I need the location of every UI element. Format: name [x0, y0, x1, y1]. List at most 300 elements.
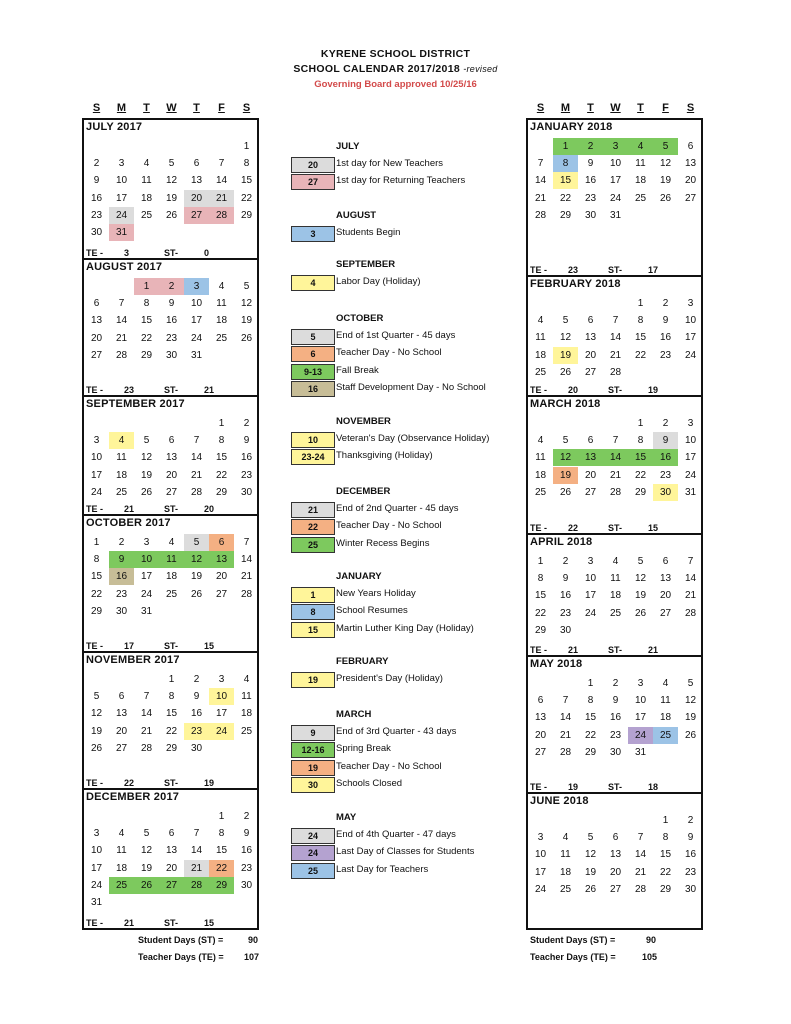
- day-cell: 28: [190, 486, 203, 498]
- weekday-label: S: [242, 102, 251, 114]
- day-cell: 22: [240, 192, 253, 204]
- day-cell: 27: [215, 588, 228, 600]
- weekday-label: S: [686, 102, 695, 114]
- legend-date-box: 9: [291, 725, 335, 741]
- day-cell: 3: [93, 828, 100, 840]
- day-cell: 16: [653, 449, 678, 466]
- day-cell: 19: [684, 712, 697, 724]
- day-cell: 14: [215, 175, 228, 187]
- te-value: 21: [124, 918, 135, 928]
- day-cell: 6: [587, 435, 594, 447]
- day-cell: 7: [118, 298, 125, 310]
- day-cell: 23: [240, 862, 253, 874]
- day-cell: 16: [109, 568, 134, 585]
- te-label: TE -: [530, 385, 547, 395]
- day-cell: 20: [534, 729, 547, 741]
- st-value: 20: [204, 504, 215, 514]
- day-cell: 6: [193, 158, 200, 170]
- legend-description: Teacher Day - No School: [336, 520, 442, 532]
- te-label: TE -: [530, 645, 547, 655]
- month-block: [84, 651, 257, 788]
- day-cell: 22: [534, 607, 547, 619]
- day-cell: 6: [662, 556, 669, 567]
- day-cell: 6: [209, 534, 234, 551]
- day-cell: 21: [634, 866, 647, 878]
- day-cell: 28: [634, 883, 647, 895]
- day-cell: 19: [190, 571, 203, 583]
- te-label: TE -: [86, 778, 103, 788]
- legend-description: Veteran's Day (Observance Holiday): [336, 433, 490, 444]
- day-cell: 29: [209, 877, 234, 894]
- day-cell: 4: [628, 138, 653, 155]
- day-cell: 15: [584, 712, 597, 724]
- day-cell: 14: [140, 708, 153, 720]
- day-cell: 2: [243, 418, 250, 429]
- day-cell: 3: [93, 435, 100, 447]
- legend-month-title: FEBRUARY: [336, 656, 389, 667]
- day-cell: 30: [653, 484, 678, 501]
- day-cell: 7: [218, 158, 225, 170]
- day-cell: 11: [216, 298, 227, 310]
- legend-description: Last Day for Teachers: [336, 863, 429, 875]
- day-cell: 2: [118, 537, 125, 548]
- day-cell: 14: [190, 845, 203, 857]
- day-cell: 11: [535, 452, 546, 464]
- day-cell: 25: [215, 332, 228, 344]
- legend-description: New Years Holiday: [336, 588, 416, 599]
- day-cell: 15: [90, 571, 103, 583]
- day-cell: 13: [115, 708, 128, 720]
- day-cell: 9: [243, 435, 250, 447]
- legend-description: School Resumes: [336, 605, 408, 617]
- te-value: 22: [124, 778, 135, 788]
- day-cell: 29: [559, 209, 572, 221]
- day-cell: 5: [143, 828, 150, 840]
- day-cell: 24: [628, 727, 653, 744]
- day-cell: 11: [610, 573, 621, 585]
- day-cell: 9: [562, 573, 569, 585]
- day-cell: 9: [168, 298, 175, 310]
- te-value: 19: [568, 782, 579, 792]
- legend-description: Last Day of Classes for Students: [336, 846, 475, 858]
- st-label: ST-: [164, 385, 179, 395]
- day-cell: 2: [612, 678, 619, 689]
- day-cell: 8: [662, 832, 669, 844]
- day-cell: 23: [165, 332, 178, 344]
- weekday-label: T: [587, 102, 594, 114]
- day-cell: 14: [240, 554, 253, 566]
- day-cell: 2: [687, 815, 694, 826]
- legend-date-box: 5: [291, 329, 335, 345]
- day-cell: 2: [662, 298, 669, 309]
- day-cell: 24: [90, 486, 103, 498]
- day-cell: 20: [165, 469, 178, 481]
- day-cell: 9: [612, 695, 619, 707]
- st-value: 17: [648, 265, 659, 275]
- month-block: [84, 395, 257, 514]
- day-cell: 19: [240, 315, 253, 327]
- day-cell: 18: [534, 349, 547, 361]
- day-cell: 17: [609, 175, 622, 187]
- legend-description: End of 1st Quarter - 45 days: [336, 330, 456, 341]
- day-cell: 4: [562, 832, 569, 844]
- weekday-label: S: [536, 102, 545, 114]
- day-cell: 22: [634, 349, 647, 361]
- day-cell: 17: [90, 862, 103, 874]
- day-cell: 5: [653, 138, 678, 155]
- day-cell: 16: [559, 590, 572, 602]
- legend-description: End of 2nd Quarter - 45 days: [336, 503, 459, 514]
- legend-month-title: AUGUST: [336, 210, 377, 221]
- day-cell: 3: [218, 674, 225, 685]
- day-cell: 28: [184, 877, 209, 894]
- day-cell: 16: [584, 175, 597, 187]
- month-title: NOVEMBER 2017: [86, 654, 180, 666]
- day-cell: 9: [193, 691, 200, 703]
- st-label: ST-: [608, 782, 623, 792]
- day-cell: 18: [534, 469, 547, 481]
- teacher-days-label: Teacher Days (TE) =: [138, 952, 224, 962]
- day-cell: 12: [184, 551, 209, 568]
- day-cell: 25: [109, 877, 134, 894]
- day-cell: 5: [143, 435, 150, 447]
- day-cell: 28: [115, 349, 128, 361]
- day-cell: 26: [165, 209, 178, 221]
- day-cell: 10: [190, 298, 203, 310]
- day-cell: 17: [534, 866, 547, 878]
- st-label: ST-: [164, 778, 179, 788]
- legend-date-box: 24: [291, 828, 335, 844]
- legend-date-box: 30: [291, 777, 335, 793]
- day-cell: 20: [184, 190, 209, 207]
- month-block: [528, 395, 701, 533]
- day-cell: 8: [218, 435, 225, 447]
- day-cell: 11: [116, 452, 127, 464]
- day-cell: 6: [687, 141, 694, 152]
- day-cell: 10: [115, 175, 128, 187]
- day-cell: 1: [553, 138, 578, 155]
- day-cell: 30: [115, 605, 128, 617]
- day-cell: 6: [537, 695, 544, 707]
- day-cell: 12: [584, 849, 597, 861]
- day-cell: 21: [609, 469, 622, 481]
- day-cell: 28: [140, 742, 153, 754]
- day-cell: 17: [584, 590, 597, 602]
- day-cell: 15: [240, 175, 253, 187]
- day-cell: 14: [115, 315, 128, 327]
- te-label: TE -: [86, 385, 103, 395]
- day-cell: 8: [537, 573, 544, 585]
- te-value: 22: [568, 523, 579, 533]
- day-cell: 9: [653, 432, 678, 449]
- day-cell: 1: [637, 298, 644, 309]
- day-cell: 22: [140, 332, 153, 344]
- day-cell: 2: [243, 811, 250, 822]
- month-block: [84, 788, 257, 928]
- day-cell: 29: [165, 742, 178, 754]
- month-title: APRIL 2018: [530, 536, 593, 548]
- day-cell: 23: [584, 192, 597, 204]
- day-cell: 18: [659, 712, 672, 724]
- day-cell: 23: [609, 729, 622, 741]
- legend-month-title: OCTOBER: [336, 313, 384, 324]
- st-label: ST-: [608, 523, 623, 533]
- day-cell: 29: [634, 486, 647, 498]
- legend-date-box: 27: [291, 174, 335, 190]
- legend-date-box: 19: [291, 760, 335, 776]
- legend-date-box: 19: [291, 672, 335, 688]
- st-value: 18: [648, 782, 659, 792]
- day-cell: 31: [140, 605, 153, 617]
- day-cell: 10: [584, 573, 597, 585]
- day-cell: 2: [578, 138, 603, 155]
- month-title: AUGUST 2017: [86, 261, 163, 273]
- legend-date-box: 20: [291, 157, 335, 173]
- day-cell: 8: [143, 298, 150, 310]
- day-cell: 15: [553, 172, 578, 189]
- legend-date-box: 4: [291, 275, 335, 291]
- day-cell: 8: [587, 695, 594, 707]
- day-cell: 13: [578, 449, 603, 466]
- day-cell: 26: [90, 742, 103, 754]
- day-cell: 21: [559, 729, 572, 741]
- te-value: 20: [568, 385, 579, 395]
- day-cell: 10: [634, 695, 647, 707]
- day-cell: 12: [659, 158, 672, 170]
- day-cell: 22: [584, 729, 597, 741]
- day-cell: 20: [90, 332, 103, 344]
- day-cell: 12: [165, 175, 178, 187]
- day-cell: 7: [562, 695, 569, 707]
- day-cell: 6: [612, 832, 619, 844]
- day-cell: 24: [109, 207, 134, 224]
- day-cell: 13: [209, 551, 234, 568]
- day-cell: 27: [609, 883, 622, 895]
- day-cell: 9: [243, 828, 250, 840]
- day-cell: 22: [634, 469, 647, 481]
- day-cell: 9: [93, 175, 100, 187]
- te-label: TE -: [86, 918, 103, 928]
- day-cell: 19: [140, 469, 153, 481]
- legend-month-title: JULY: [336, 141, 360, 152]
- day-cell: 4: [537, 315, 544, 327]
- te-label: TE -: [530, 265, 547, 275]
- day-cell: 16: [684, 849, 697, 861]
- day-cell: 11: [241, 691, 252, 703]
- legend-description: End of 4th Quarter - 47 days: [336, 829, 456, 840]
- day-cell: 30: [90, 227, 103, 238]
- day-cell: 27: [165, 486, 178, 498]
- day-cell: 7: [637, 832, 644, 844]
- day-cell: 24: [534, 883, 547, 895]
- day-cell: 5: [93, 691, 100, 703]
- day-cell: 2: [193, 674, 200, 685]
- day-cell: 17: [684, 452, 697, 464]
- day-cell: 29: [90, 605, 103, 617]
- day-cell: 5: [243, 281, 250, 292]
- day-cell: 13: [659, 573, 672, 585]
- day-cell: 13: [190, 175, 203, 187]
- day-cell: 4: [662, 678, 669, 689]
- day-cell: 14: [603, 449, 628, 466]
- day-cell: 21: [240, 571, 253, 583]
- weekday-label: T: [637, 102, 644, 114]
- st-label: ST-: [164, 918, 179, 928]
- day-cell: 24: [140, 588, 153, 600]
- st-value: 19: [204, 778, 215, 788]
- day-cell: 24: [90, 879, 103, 891]
- day-cell: 25: [653, 727, 678, 744]
- st-label: ST-: [164, 504, 179, 514]
- day-cell: 19: [659, 175, 672, 187]
- day-cell: 27: [184, 207, 209, 224]
- st-value: 19: [648, 385, 659, 395]
- day-cell: 19: [584, 866, 597, 878]
- month-block: [528, 792, 701, 928]
- day-cell: 23: [115, 588, 128, 600]
- day-cell: 28: [609, 486, 622, 498]
- month-title: DECEMBER 2017: [86, 791, 180, 803]
- day-cell: 31: [634, 746, 647, 758]
- day-cell: 4: [218, 281, 225, 292]
- day-cell: 7: [537, 158, 544, 170]
- day-cell: 12: [240, 298, 253, 310]
- student-days-label: Student Days (ST) =: [530, 935, 616, 945]
- day-cell: 11: [141, 175, 152, 187]
- day-cell: 22: [559, 192, 572, 204]
- legend-description: Spring Break: [336, 743, 391, 755]
- day-cell: 16: [240, 452, 253, 464]
- te-value: 17: [124, 641, 135, 651]
- legend-description: Schools Closed: [336, 777, 403, 789]
- legend-date-box: 9-13: [291, 364, 335, 380]
- day-cell: 20: [215, 571, 228, 583]
- day-cell: 25: [634, 192, 647, 204]
- day-cell: 30: [609, 746, 622, 758]
- day-cell: 30: [684, 883, 697, 895]
- day-cell: 17: [634, 712, 647, 724]
- legend-date-box: 21: [291, 502, 335, 518]
- day-cell: 27: [584, 486, 597, 498]
- te-label: TE -: [530, 523, 547, 533]
- day-cell: 31: [190, 349, 203, 361]
- weekday-label: W: [610, 102, 621, 114]
- day-cell: 7: [193, 828, 200, 840]
- legend-date-box: 6: [291, 346, 335, 362]
- calendar-column-right: [526, 118, 703, 930]
- day-cell: 16: [609, 712, 622, 724]
- day-cell: 1: [662, 815, 669, 826]
- day-cell: 20: [584, 469, 597, 481]
- approval-note: Governing Board approved 10/25/16: [314, 79, 477, 90]
- day-cell: 9: [587, 158, 594, 170]
- day-cell: 2: [662, 418, 669, 429]
- legend-description: Fall Break: [336, 364, 379, 376]
- te-label: TE -: [86, 248, 103, 258]
- day-cell: 26: [240, 332, 253, 344]
- day-cell: 29: [659, 883, 672, 895]
- day-cell: 10: [209, 688, 234, 705]
- st-value: 0: [204, 248, 210, 258]
- day-cell: 14: [190, 452, 203, 464]
- day-cell: 19: [634, 590, 647, 602]
- weekday-label: M: [116, 102, 127, 114]
- te-value: 23: [568, 265, 579, 275]
- day-cell: 28: [609, 366, 622, 378]
- day-cell: 21: [684, 590, 697, 602]
- day-cell: 6: [168, 828, 175, 840]
- day-cell: 19: [140, 862, 153, 874]
- day-cell: 12: [684, 695, 697, 707]
- day-cell: 11: [635, 158, 646, 170]
- calendar-column-left: [82, 118, 259, 930]
- month-block: [528, 655, 701, 792]
- day-cell: 3: [537, 832, 544, 844]
- st-label: ST-: [164, 641, 179, 651]
- day-cell: 15: [165, 708, 178, 720]
- day-cell: 21: [209, 190, 234, 207]
- day-cell: 13: [609, 849, 622, 861]
- day-cell: 26: [190, 588, 203, 600]
- day-cell: 24: [190, 332, 203, 344]
- month-block: [84, 514, 257, 651]
- day-cell: 28: [559, 746, 572, 758]
- day-cell: 15: [140, 315, 153, 327]
- day-cell: 7: [612, 435, 619, 447]
- st-value: 21: [204, 385, 215, 395]
- day-cell: 10: [90, 452, 103, 464]
- weekday-label: T: [193, 102, 200, 114]
- day-cell: 10: [134, 551, 159, 568]
- day-cell: 5: [168, 158, 175, 170]
- day-cell: 27: [584, 366, 597, 378]
- st-label: ST-: [608, 645, 623, 655]
- day-cell: 9: [662, 315, 669, 327]
- st-label: ST-: [164, 248, 179, 258]
- day-cell: 4: [537, 435, 544, 447]
- day-cell: 24: [684, 349, 697, 361]
- day-cell: 27: [159, 877, 184, 894]
- calendar-title-text: SCHOOL CALENDAR 2017/2018: [293, 63, 460, 75]
- legend-date-box: 1: [291, 587, 335, 603]
- day-cell: 1: [134, 278, 159, 295]
- day-cell: 25: [240, 725, 253, 737]
- day-cell: 22: [215, 469, 228, 481]
- day-cell: 31: [609, 209, 622, 221]
- weekday-label: F: [218, 102, 225, 114]
- day-cell: 10: [534, 849, 547, 861]
- teacher-days-label: Teacher Days (TE) =: [530, 952, 616, 962]
- day-cell: 25: [140, 209, 153, 221]
- day-cell: 21: [190, 469, 203, 481]
- day-cell: 1: [218, 418, 225, 429]
- legend-date-box: 15: [291, 622, 335, 638]
- day-cell: 17: [190, 315, 203, 327]
- day-cell: 13: [534, 712, 547, 724]
- legend-date-box: 22: [291, 519, 335, 535]
- day-cell: 26: [140, 486, 153, 498]
- day-cell: 24: [609, 192, 622, 204]
- legend-date-box: 3: [291, 226, 335, 242]
- day-cell: 14: [534, 175, 547, 187]
- month-block: [84, 258, 257, 395]
- day-cell: 5: [687, 678, 694, 689]
- district-title: KYRENE SCHOOL DISTRICT: [320, 48, 471, 60]
- day-cell: 2: [93, 158, 100, 170]
- st-label: ST-: [608, 385, 623, 395]
- day-cell: 25: [115, 486, 128, 498]
- day-cell: 26: [659, 192, 672, 204]
